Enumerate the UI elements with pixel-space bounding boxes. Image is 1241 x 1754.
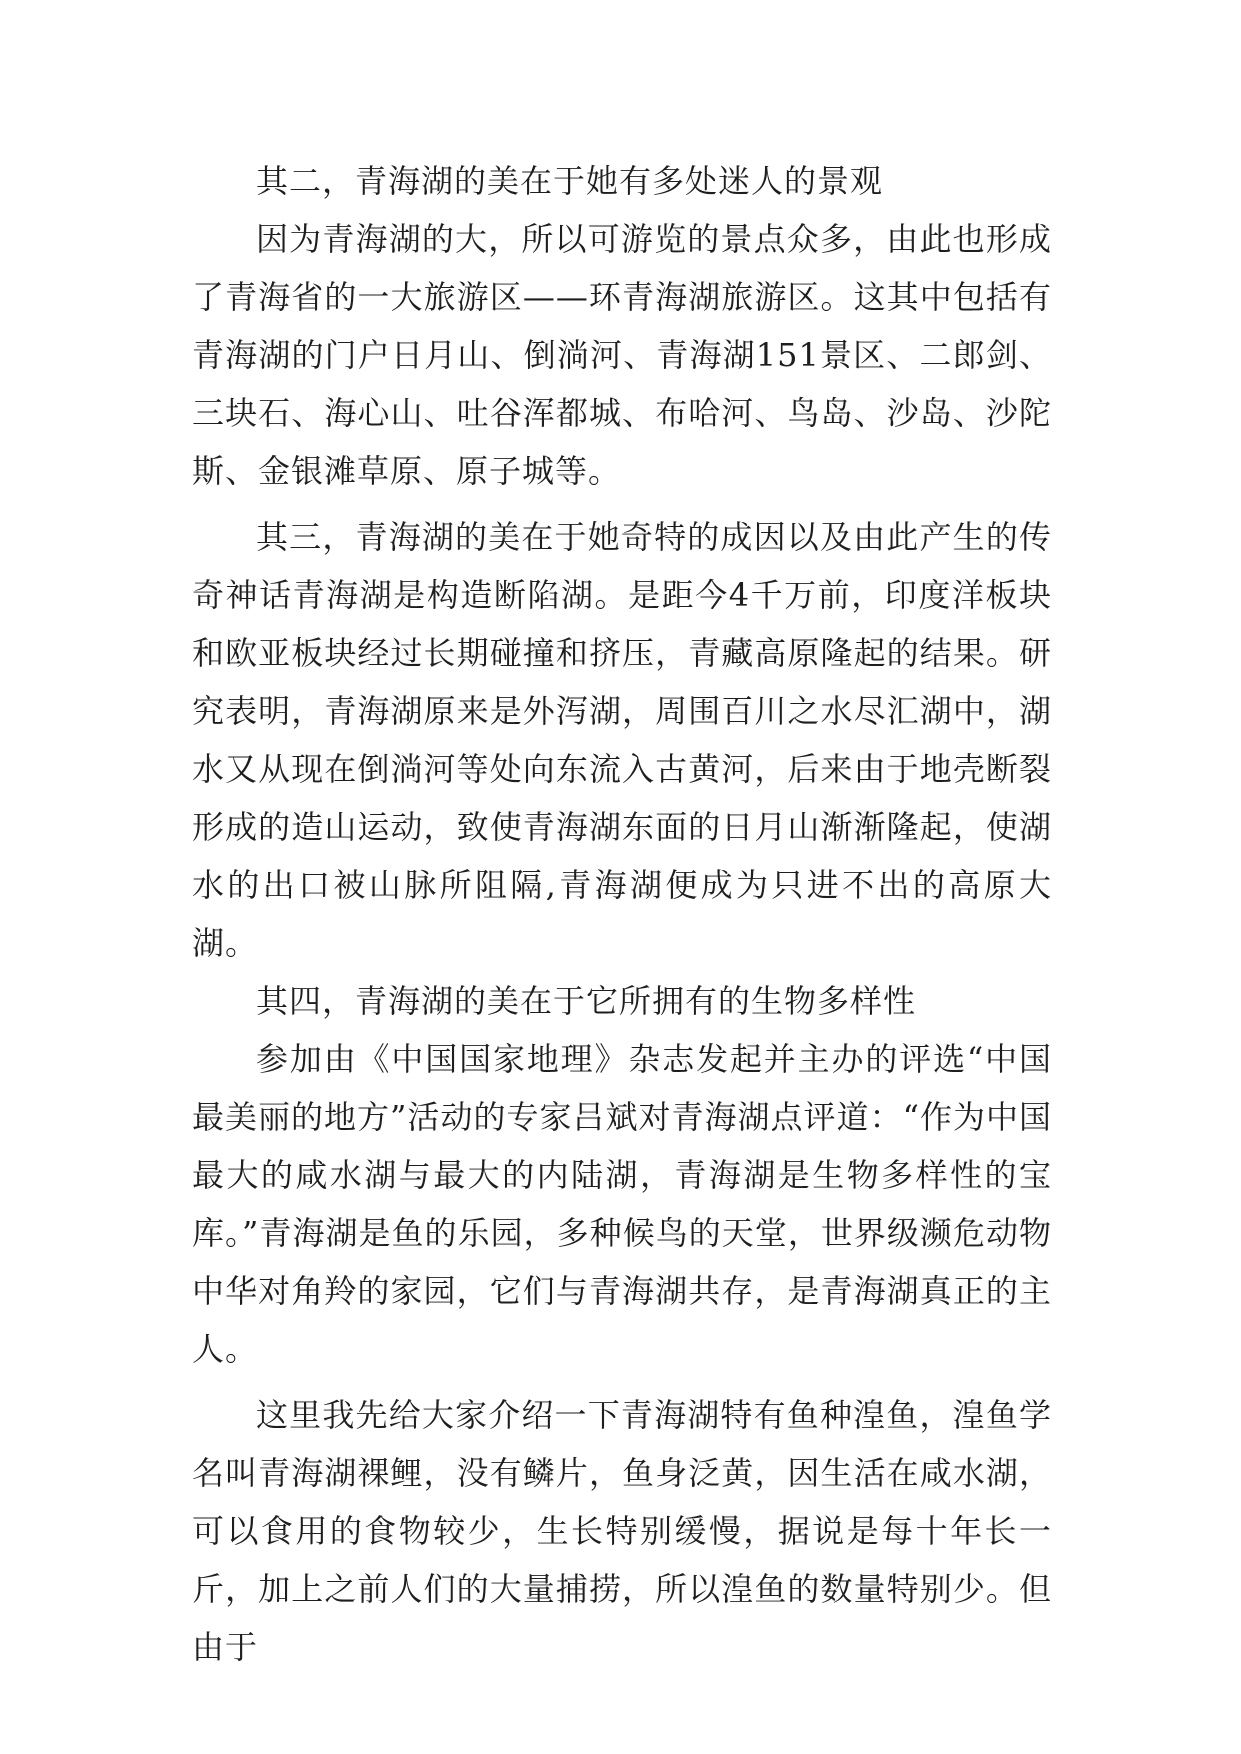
paragraph-formation: 其三，青海湖的美在于她奇特的成因以及由此产生的传奇神话青海湖是构造断陷湖。是距今4千万前，印度洋板块和欧亚板块经过长期碰撞和挤压，青藏高原隆起的结果。研究表明，青海湖原来是外泻湖，周围百川之水尽汇湖中，湖水又从现在倒淌河等处向东流入古黄河，后来由于地壳断裂形成的造山运动，致使青海湖东面的日月山渐渐隆起，使湖水的出口被山脉所阻隔,青海湖便成为只进不出的高原大湖。 xyxy=(192,518,1052,962)
document-body xyxy=(192,152,1052,1676)
paragraph-scenic-spots: 因为青海湖的大，所以可游览的景点众多，由此也形成了青海省的一大旅游区——环青海湖旅游区。这其中包括有青海湖的门户日月山、倒淌河、青海湖151景区、二郎剑、三块石、海心山、吐谷浑都城、布哈河、鸟岛、沙岛、沙陀斯、金银滩草原、原子城等。 xyxy=(192,220,1052,490)
paragraph-biodiversity-heading: 其四，青海湖的美在于它所拥有的生物多样性 xyxy=(256,982,917,1020)
paragraph-expert-review: 参加由《中国国家地理》杂志发起并主办的评选“中国最美丽的地方”活动的专家吕斌对青海湖点评道：“作为中国最大的咸水湖与最大的内陆湖，青海湖是生物多样性的宝库。”青海湖是鱼的乐园，多种候鸟的天堂，世界级濒危动物中华对角羚的家园，它们与青海湖共存，是青海湖真正的主人。 xyxy=(192,1040,1052,1368)
paragraph-huang-fish: 这里我先给大家介绍一下青海湖特有鱼种湟鱼，湟鱼学名叫青海湖裸鲤，没有鳞片，鱼身泛黄，因生活在咸水湖，可以食用的食物较少，生长特别缓慢，据说是每十年长一斤，加上之前人们的大量捕捞，所以湟鱼的数量特别少。但由于 xyxy=(192,1396,1052,1666)
paragraph-scenery-heading: 其二，青海湖的美在于她有多处迷人的景观 xyxy=(256,162,884,200)
